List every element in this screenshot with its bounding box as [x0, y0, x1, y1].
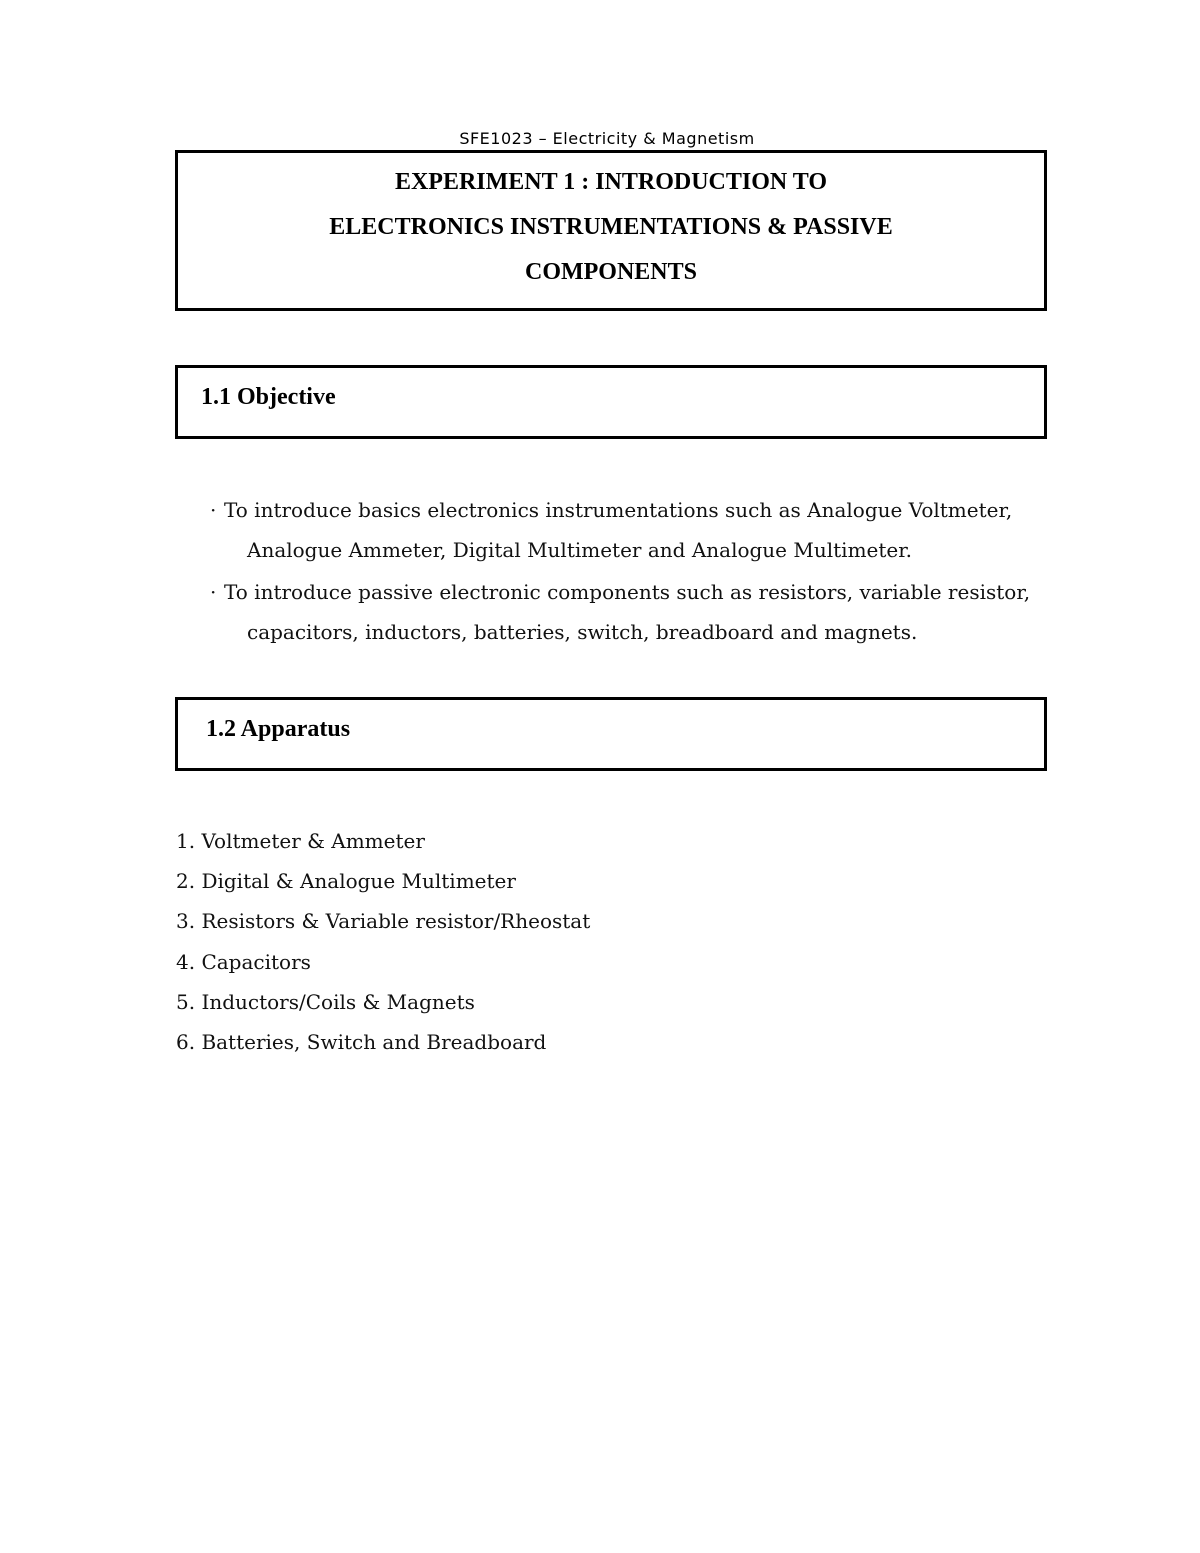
apparatus-item: 6. Batteries, Switch and Breadboard [176, 1029, 547, 1054]
objective-item [210, 490, 1012, 570]
apparatus-heading: 1.2 Apparatus [206, 716, 351, 742]
bullet-icon: · [210, 498, 217, 522]
objective-heading-box [175, 365, 1047, 439]
objective-item-line-1: To introduce passive electronic components such as resistors, variable resistor, [224, 580, 1031, 604]
apparatus-list [176, 821, 590, 1062]
experiment-title-box [175, 150, 1047, 311]
apparatus-item: 2. Digital & Analogue Multimeter [176, 869, 516, 894]
apparatus-item: 1. Voltmeter & Ammeter [176, 829, 425, 853]
experiment-title-line-3: COMPONENTS [524, 259, 697, 285]
objective-item-line-2: capacitors, inductors, batteries, switch, breadboard and magnets. [247, 620, 918, 644]
running-header: SFE1023 – Electricity & Magnetism [459, 129, 755, 148]
objective-heading: 1.1 Objective [201, 384, 336, 410]
objective-item-line-2: Analogue Ammeter, Digital Multimeter and Analogue Multimeter. [247, 538, 912, 562]
apparatus-item: 4. Capacitors [176, 949, 311, 974]
objective-item-line-1: To introduce basics electronics instrumentations such as Analogue Voltmeter, [224, 498, 1013, 522]
apparatus-item: 5. Inductors/Coils & Magnets [176, 989, 475, 1014]
experiment-title-line-1: EXPERIMENT 1 : INTRODUCTION TO [394, 169, 828, 195]
objective-item [210, 572, 1030, 652]
apparatus-heading-box [175, 697, 1047, 771]
bullet-icon: · [210, 580, 217, 604]
experiment-title-line-2: ELECTRONICS INSTRUMENTATIONS & PASSIVE [329, 214, 893, 240]
apparatus-item: 3. Resistors & Variable resistor/Rheostat [176, 909, 591, 934]
